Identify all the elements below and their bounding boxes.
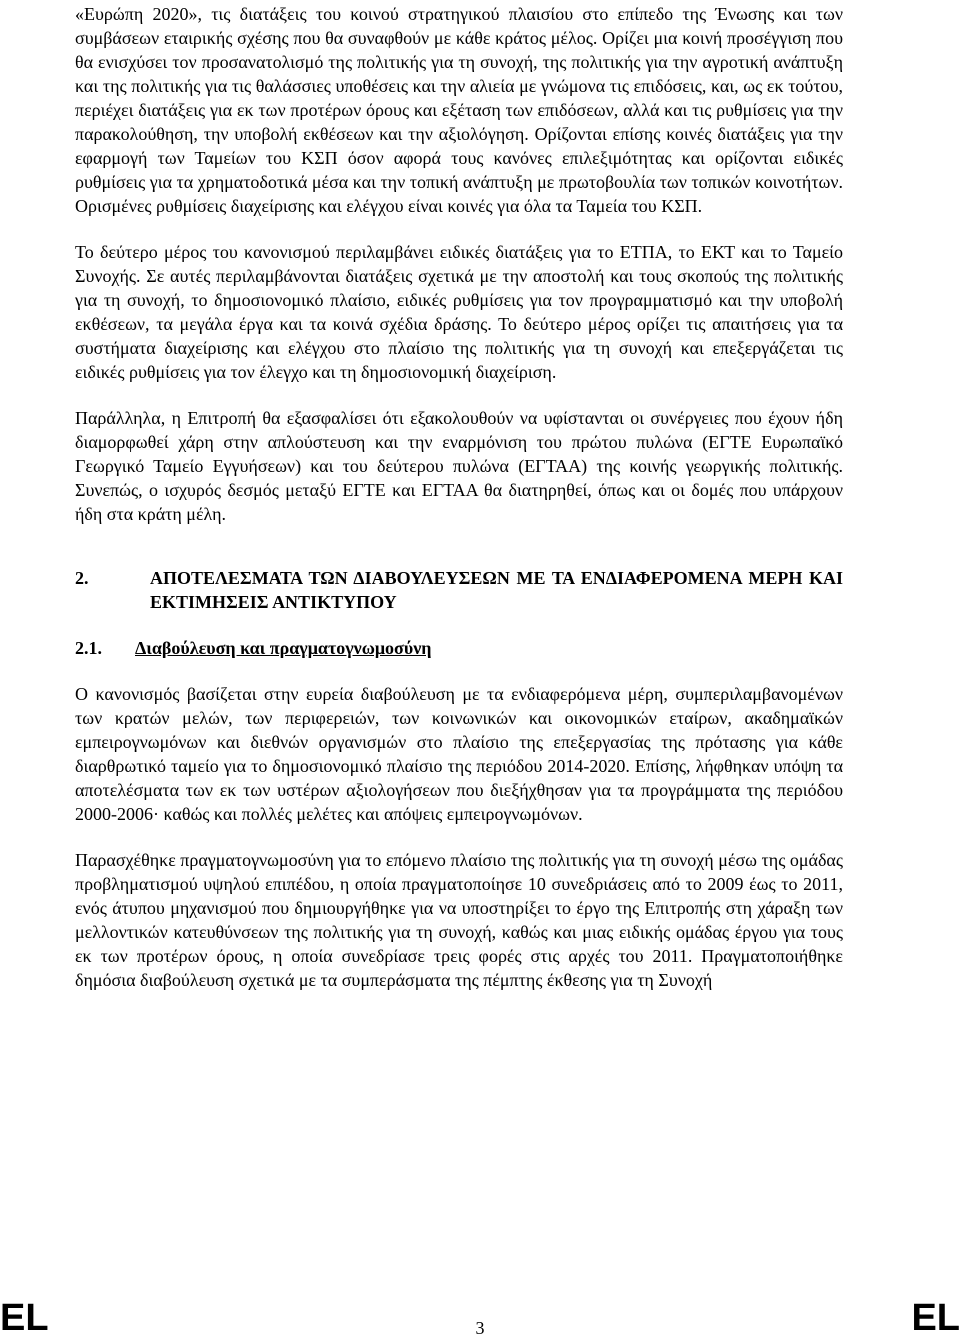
section-number: 2. [75,568,89,588]
subsection-heading-2-1 [75,636,843,660]
document-page [75,0,843,992]
paragraph-general-provisions: «Ευρώπη 2020», τις διατάξεις του κοινού στρατηγικού πλαισίου στο επίπεδο της Ένωσης και των συμβάσεων εταιρικής σχέσης που θα συναφθούν με κάθε κράτος μέλος. Ορίζει μια κοινή προσέγγιση που θα ενισχύσει τον προσανατολισμό της πολιτικής για τη συνοχή, της πολιτικής για την αγροτική ανάπτυξη και της πολιτικής για τις θαλάσσιες υποθέσεις και την αλιεία με γνώμονα τις επιδόσεις, και, ως εκ τούτου, περιέχει διατάξεις για εκ των προτέρων όρους και εξέταση των επιδόσεων, αλλά και τις ρυθμίσεις για την παρακολούθηση, την υποβολή εκθέσεων και την αξιολόγηση. Ορίζονται επίσης κοινές διατάξεις για την εφαρμογή των Ταμείων του ΚΣΠ όσον αφορά τους κανόνες επιλεξιμότητας και ορίζονται ειδικές ρυθμίσεις για τα χρηματοδοτικά μέσα και την τοπική ανάπτυξη με πρωτοβουλία των τοπικών κοινοτήτων. Ορισμένες ρυθμίσεις διαχείρισης και ελέγχου είναι κοινές για όλα τα Ταμεία του ΚΣΠ. [75,4,843,216]
section-heading-2 [75,566,843,614]
paragraph-expertise: Παρασχέθηκε πραγματογνωμοσύνη για το επόμενο πλαίσιο της πολιτικής για τη συνοχή μέσω της ομάδας προβληματισμού υψηλού επιπέδου, η οποία πραγματοποίησε 10 συνεδριάσεις από το 2009 έως το 2011, ενός άτυπου μηχανισμού που δημιουργήθηκε για να υποστηρίξει το έργο της Επιτροπής στη χάραξη των μελλοντικών κατευθύνσεων της πολιτικής για τη συνοχή, καθώς και μιας ειδικής ομάδας έργου για τους εκ των προτέρων όρους, η οποία συνεδρίασε τρεις φορές στις αρχές του 2011. Πραγματοποιήθηκε δημόσια διαβούλευση σχετικά με τα συμπεράσματα της πέμπτης έκθεσης για τη Συνοχή [75,850,843,990]
section-title: ΑΠΟΤΕΛΕΣΜΑΤΑ ΤΩΝ ΔΙΑΒΟΥΛΕΥΣΕΩΝ ΜΕ ΤΑ ΕΝΔΙΑΦΕΡΟΜΕΝΑ ΜΕΡΗ ΚΑΙ ΕΚΤΙΜΗΣΕΙΣ ΑΝΤΙΚΤΥΠΟΥ [150,568,843,612]
paragraph-second-part: Το δεύτερο μέρος του κανονισμού περιλαμβάνει ειδικές διατάξεις για το ΕΤΠΑ, το ΕΚΤ και το Ταμείο Συνοχής. Σε αυτές περιλαμβάνονται διατάξεις σχετικά με την αποστολή και τους σκοπούς της πολιτικής για τη συνοχή, το δημοσιονομικό πλαίσιο, ειδικές ρυθμίσεις για τον προγραμματισμό και την υποβολή εκθέσεων, τα μεγάλα έργα και τα κοινά σχέδια δράσης. Το δεύτερο μέρος ορίζει τις απαιτήσεις για τα συστήματα διαχείρισης και ελέγχου στο πλαίσιο της πολιτικής για τη συνοχή και επεξεργάζεται τις ειδικές ρυθμίσεις για τον έλεγχο και τη δημοσιονομική διαχείριση. [75,242,843,382]
page-number: 3 [475,1318,485,1338]
footer-language-right: EL [911,1297,960,1339]
subsection-number: 2.1. [75,638,102,658]
subsection-title: Διαβούλευση και πραγματογνωμοσύνη [135,638,432,658]
paragraph-synergies: Παράλληλα, η Επιτροπή θα εξασφαλίσει ότι εξακολουθούν να υφίστανται οι συνέργειες που έχουν ήδη διαμορφωθεί χάρη στην απλούστευση και την εναρμόνιση του πρώτου πυλώνα (ΕΓΤΕ Ευρωπαϊκό Γεωργικό Ταμείο Εγγυήσεων) και του δεύτερου πυλώνα (ΕΓΤΑΑ) της κοινής γεωργικής πολιτικής. Συνεπώς, ο ισχυρός δεσμός μεταξύ ΕΓΤΕ και ΕΓΤΑΑ θα διατηρηθεί, όπως και οι δομές που υπάρχουν ήδη στα κράτη μέλη. [75,408,843,524]
paragraph-consultation: Ο κανονισμός βασίζεται στην ευρεία διαβούλευση με τα ενδιαφερόμενα μέρη, συμπεριλαμβανομένων των κρατών μελών, των περιφερειών, των κοινωνικών και οικονομικών εταίρων, ακαδημαϊκών εμπειρογνωμόνων και διεθνών οργανισμών στο πλαίσιο της επεξεργασίας της πρότασης για κάθε διαρθρωτικό ταμείο για το δημοσιονομικό πλαίσιο της περιόδου 2014-2020. Επίσης, λήφθηκαν υπόψη τα αποτελέσματα των εκ των υστέρων αξιολογήσεων που διεξήχθησαν για τα προγράμματα της περιόδου 2000-2006· καθώς και πολλές μελέτες και απόψεις εμπειρογνωμόνων. [75,684,843,824]
footer-language-left: EL [0,1297,49,1339]
